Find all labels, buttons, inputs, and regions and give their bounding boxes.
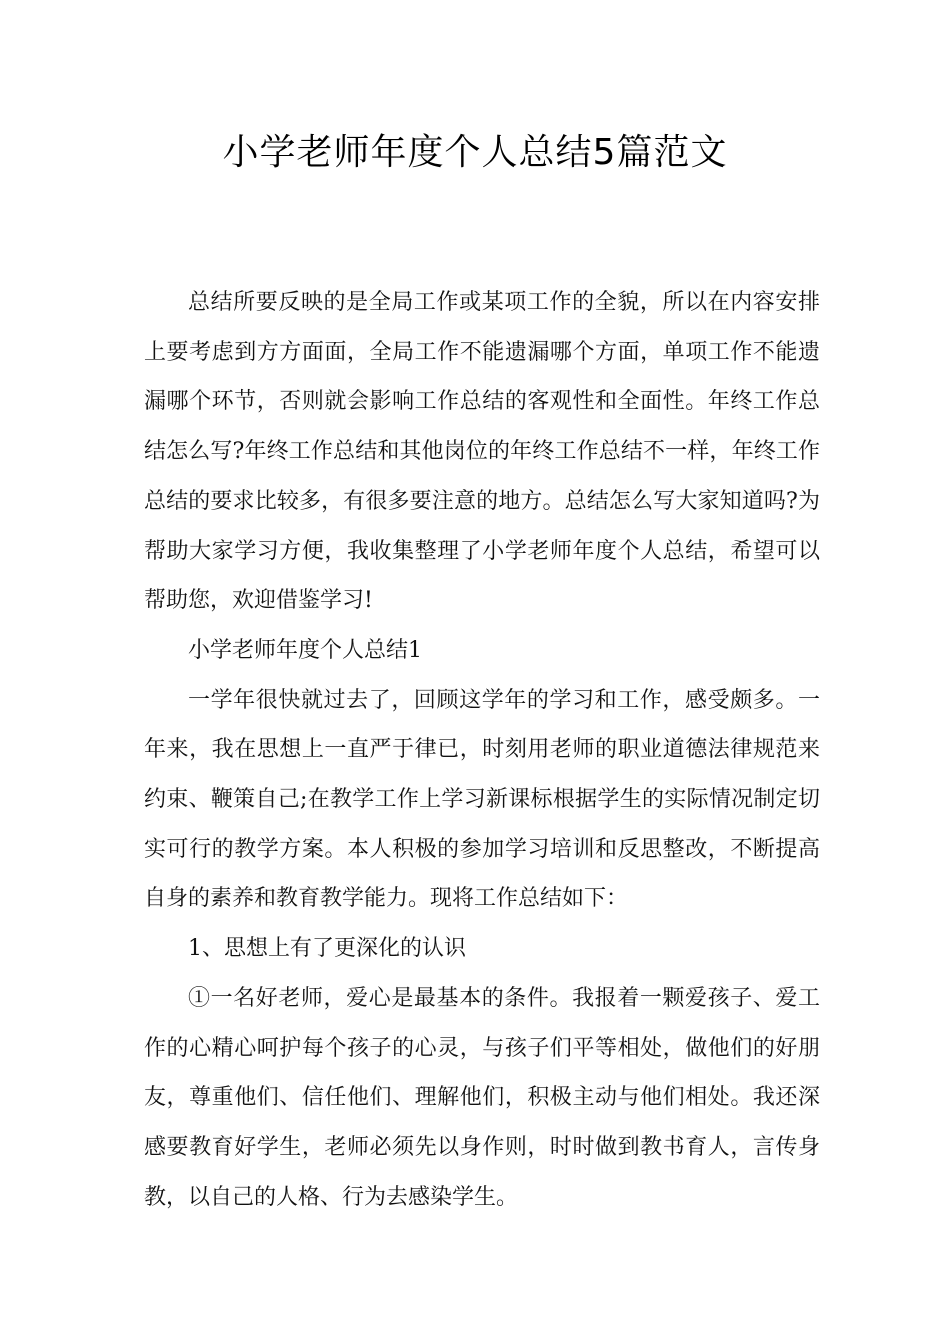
paragraph-love-for-students: ①一名好老师，爱心是最基本的条件。我报着一颗爱孩子、爱工作的心精心呵护每个孩子的心灵，与孩子们平等相处，做他们的好朋友，尊重他们、信任他们、理解他们，积极主动与他们相处。我还深感要教育好学生，老师必须先以身作则，时时做到教书育人，言传身教，以自己的人格、行为去感染学生。 (144, 985, 820, 1210)
document-title: 小学老师年度个人总结5篇范文 (222, 132, 728, 173)
document-body (144, 278, 820, 1222)
paragraph-intro: 总结所要反映的是全局工作或某项工作的全貌，所以在内容安排上要考虑到方方面面，全局工作不能遗漏哪个方面，单项工作不能遗漏哪个环节，否则就会影响工作总结的客观性和全面性。年终工作总结怎么写?年终工作总结和其他岗位的年终工作总结不一样，年终工作总结的要求比较多，有很多要注意的地方。总结怎么写大家知道吗?为帮助大家学习方便，我收集整理了小学老师年度个人总结，希望可以帮助您，欢迎借鉴学习! (144, 290, 820, 614)
paragraph-overview: 一学年很快就过去了，回顾这学年的学习和工作，感受颇多。一年来，我在思想上一直严于律已，时刻用老师的职业道德法律规范来约束、鞭策自己;在教学工作上学习新课标根据学生的实际情况制定切实可行的教学方案。本人积极的参加学习培训和反思整改，不断提高自身的素养和教育教学能力。现将工作总结如下： (144, 687, 820, 912)
subsection-heading-thought: 1、思想上有了更深化的认识 (188, 936, 466, 962)
section-heading-summary-1: 小学老师年度个人总结1 (188, 637, 422, 663)
